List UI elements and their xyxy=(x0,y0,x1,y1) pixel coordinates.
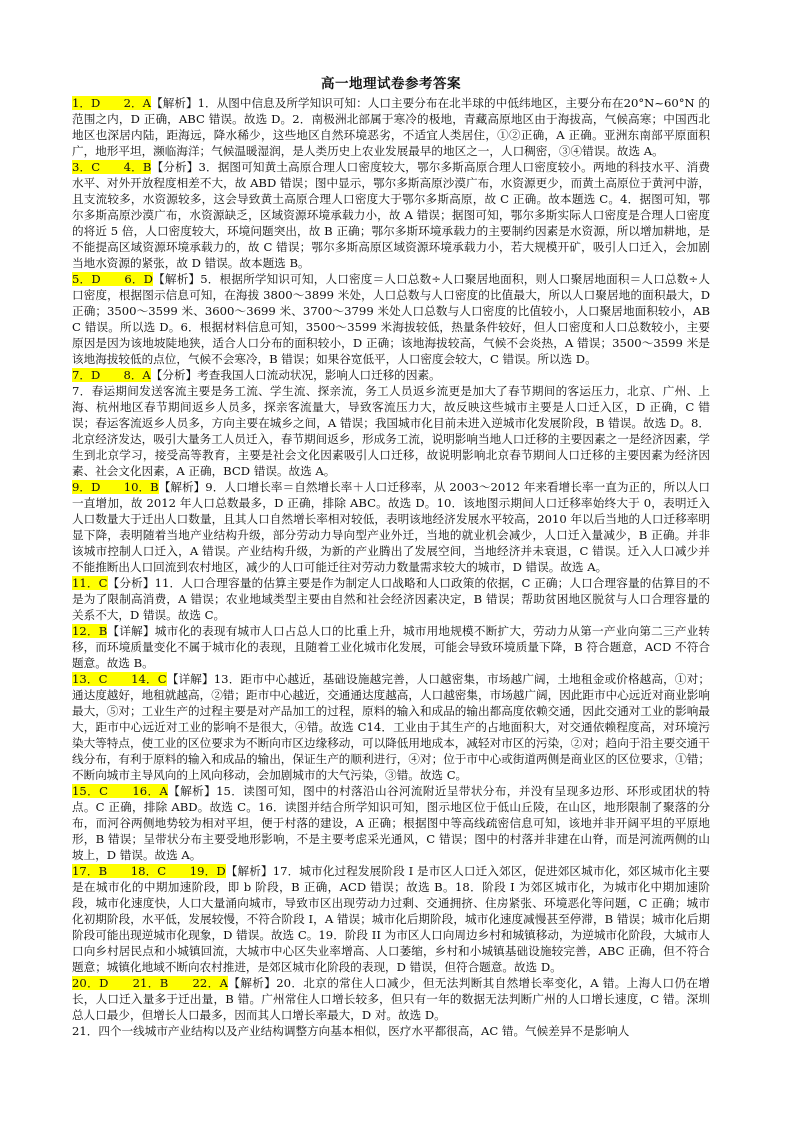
answer-paragraph xyxy=(72,271,710,367)
answer-paragraph xyxy=(72,671,710,783)
answer-explanation-text: 【解析】1．从图中信息及所学知识可知：人口主要分布在北半球的中低纬地区，主要分布在20°N~60°N 的范围之内，D 正确，ABC 错误。故选 D。2．南极洲北部属于寒冷的极地，青藏高原地区由于海拔高，气候高寒；中国西北地区也深居内陆，距海远，降水稀少，这些地区自然环境恶劣，不适宜人类居住，①②正确，A 正确。亚洲东南部平原面积广，地形平坦，濒临海洋；气候温暖湿润，是人类历史上农业发展最早的地区之一，人口稠密，③④错误。故选 A。 xyxy=(72,96,711,158)
answer-paragraph xyxy=(72,783,710,863)
answer-content xyxy=(72,95,710,1039)
answer-explanation-text: 【解析】15．读图可知，图中的村落沿山谷河流附近呈带状分布，并没有呈现多边形、环形或团状的特点。C 正确，排除 ABD。故选 C。16．读图并结合所学知识可知，图示地区位于低山丘陵，在山区，地形限制了聚落的分布，而河谷两侧地势较为相对平坦，便于村落的建设，A 正确；根据图中等高线疏密信息可知，该地并非开阔平坦的平原地形，B 错误；呈带状分布主要受地形影响，不是主要考虑采光通风，C 错误；图中的村落并非建在山脊，而是河流两侧的山坡上，D 错误。故选 A。 xyxy=(72,784,711,862)
answer-key-highlight: 13．C 14．C xyxy=(72,672,167,686)
answer-explanation-text: 【解析】9．人口增长率＝自然增长率＋人口迁移率，从 2003～2012 年来看增长率一直为正的，所以人口一直增加，故 2012 年人口总数最多，D 正确，排除 ABC。故选 D。10．该地图示期间人口迁移率始终大于 0，表明迁入人口数量大于迁出人口数量，且其人口自然增长率相对较低，表明该地经济发展水平较高，2010 年以后当地的人口迁移率明显下降，表明随着当地产业结构升级，部分劳动力导向型产业外迁，当地的就业机会减少，人口迁入量减少，B 正确。并非该城市控制人口迁入，A 错误。产业结构升级，为新的产业腾出了发展空间，当地经济并未衰退，C 错误。迁入人口减少并不能推断出人口回流到农村地区，减少的人口可能迁往对劳动力数量需求较大的城市，D 错误。故选 A。 xyxy=(72,480,710,574)
answer-paragraph xyxy=(72,159,710,271)
answer-key-highlight: 9．D 10．B xyxy=(72,480,159,494)
answer-paragraph xyxy=(72,95,710,159)
answer-explanation-text: 【解析】20．北京的常住人口减少，但无法判断其自然增长率变化，A 错。上海人口仍在增长，人口迁入量多于迁出量，B 错。广州常住人口增长较多，但只有一年的数据无法判断广州的人口增长速度，C 错。深圳总人口最少，但增长人口最多，因而其人口增长率最大，D 对。故选 D。 xyxy=(72,976,710,1022)
answer-key-highlight: 20．D 21．B 22．A xyxy=(72,976,228,990)
answer-explanation-text: 【详解】城市化的表现有城市人口占总人口的比重上升，城市用地规模不断扩大，劳动力从第一产业向第二三产业转移，而环境质量变化不属于城市化的表现，且随着工业化城市化发展，可能会导致环境质量下降，B 符合题意，ACD 不符合题意。故选 B。 xyxy=(72,624,710,670)
answer-explanation-text: 【解析】5．根据所学知识可知，人口密度＝人口总数÷人口聚居地面积，则人口聚居地面积＝人口总数÷人口密度，根据图示信息可知，在海拔 3800～3899 米处，人口总数与人口密度的比值最大，所以人口聚居地的面积最大，D 正确；3500～3599 米、3600～3699 米、3700～3799 米处人口总数与人口密度的比值较小，人口聚居地面积较小，ABC 错误。所以选 D。6．根据材料信息可知，3500～3599 米海拔较低，热量条件较好，但人口密度和人口总数较小，主要原因是因为该地坡陡地狭，适合人口分布的面积较小，D 正确；该地海拔较高，气候不会炎热，A 错误；3500～3599 米是该地海拔较低的点位，气候不会寒冷，B 错误；如果谷宽低平，人口密度会较大，C 错误。所以选 D。 xyxy=(72,272,711,366)
answer-paragraph xyxy=(72,863,710,975)
answer-key-highlight: 12．B xyxy=(72,624,108,638)
answer-key-highlight: 11．C xyxy=(72,576,108,590)
answer-explanation-text: 【解析】17．城市化过程发展阶段 I 是市区人口迁入郊区，促进郊区城市化，郊区城市化主要是在城市化的中期加速阶段，即 b 阶段，B 正确，ACD 错误；故选 B。18．阶段 I 为郊区城市化，为城市化中期加速阶段，城市化速度快，人口大量涌向城市，导致市区出现劳动力过剩、交通拥挤、住房紧张、环境恶化等问题，C 正确；城市化初期阶段，水平低，发展较慢，不符合阶段 I，A 错误；城市化后期阶段，城市化速度减慢甚至停滞，B 错误；城市化后期阶段可能出现逆城市化现象，D 错误。故选 C。19．阶段 II 为市区人口向周边乡村和城镇移动，为逆城市化阶段，大城市人口向乡村居民点和小城镇回流，大城市中心区失业率增高、人口萎缩，乡村和小城镇基础设施较完善，ABC 正确，但不符合题意；城镇化地域不断向农村推进，是郊区城市化阶段的表现，D 错误，但符合题意。故选 D。 xyxy=(72,864,710,974)
answer-explanation-text: 【分析】3．据图可知黄土高原合理人口密度较大，鄂尔多斯高原合理人口密度较小。两地的科技水平、消费水平、对外开放程度相差不大，故 ABD 错误；图中显示，鄂尔多斯高原沙漠广布，水资源更少，而黄土高原位于黄河中游，且支流较多，水资源较多，这会导致黄土高原合理人口密度大于鄂尔多斯高原，故 C 正确。故本题选 C。4．据图可知，鄂尔多斯高原沙漠广布，水资源缺乏，区域资源环境承载力小，故 A 错误；据图可知，鄂尔多斯实际人口密度是合理人口密度的将近 5 倍，人口密度较大，环境问题突出，故 B 正确；鄂尔多斯环境承载力的主要制约因素是水资源，所以增加耕地，是不能提高区域资源环境承载力的，故 C 错误；鄂尔多斯高原区域资源环境承载力小，若大规模开矿，吸引人口迁入，会加剧当地水资源的紧张，故 D 错误。故本题选 B。 xyxy=(72,160,710,270)
page-title: 高一地理试卷参考答案 xyxy=(321,76,461,92)
answer-explanation-text: 【详解】13．距市中心越近，基础设施越完善，人口越密集，市场越广阔，土地租金或价格越高，①对；通达度越好，地租就越高，②错；距市中心越近，交通通达度越高，人口越密集，市场越广阔，因此距市中心远近对商业影响最大，⑤对；工业生产的过程主要是对产品加工的过程，原料的输入和成品的输出都高度依赖交通，因此交通对工业的影响最大，距市中心远近对工业的影响不是很大，④错。故选 C14．工业由于其生产的占地面积大，对交通依赖程度高，对环境污染大等特点，使工业的区位要求为不断向市区边缘移动，可以降低用地成本，减轻对市区的污染，②对；趋向于沿主要交通干线分布，有利于原料的输入和成品的输出，保证生产的顺利进行，④对；位于市中心或街道两侧是商业区的区位要求，①错；不断向城市主导风向的上风向移动，会加剧城市的大气污染，③错。故选 C。 xyxy=(72,672,710,782)
answer-explanation-text: 21．四个一线城市产业结构以及产业结构调整方向基本相似，医疗水平都很高，AC 错。气候差异不是影响人 xyxy=(72,1024,630,1038)
answer-paragraph xyxy=(72,575,710,623)
answer-paragraph xyxy=(72,1023,710,1039)
answer-key-highlight: 15．C 16．A xyxy=(72,784,168,798)
answer-key-highlight: 5．D 6．D xyxy=(72,272,153,286)
answer-explanation-text: 7．春运期间发送客流主要是务工流、学生流、探亲流，务工人员返乡流更是加大了春节期间的客运压力，北京、广州、上海、杭州地区春节期间返乡人员多，探亲客流量大，导致客流压力大，故反映这些城市主要是人口迁入区，D 正确，C 错误；春运客流返乡人员多，方向主要在城乡之间，A 错误；我国城市化目前未进入逆城市化发展阶段，B 错误。故选 D。8．北京经济发达，吸引大量务工人员迁入，春节期间返乡，形成务工流，说明影响当地人口迁移的主要因素之一是经济因素，学生到北京学习，接受高等教育，主要是社会文化因素吸引人口迁移，故说明影响北京春节期间人口迁移的主要因素为经济因素、社会文化因素，A 正确，BCD 错误。故选 A。 xyxy=(72,384,710,478)
answer-explanation-text: 【分析】考查我国人口流动状况，影响人口迁移的因素。 xyxy=(150,368,441,382)
answer-paragraph xyxy=(72,383,710,479)
answer-key-highlight: 1．D 2．A xyxy=(72,96,152,110)
answer-key-highlight: 17．B 18．C 19．D xyxy=(72,864,226,878)
answer-key-highlight: 7．D 8．A xyxy=(72,368,151,382)
answer-paragraph xyxy=(72,479,710,575)
answer-explanation-text: 【分析】11．人口合理容量的估算主要是作为制定人口战略和人口政策的依据，C 正确；人口合理容量的估算目的不是为了限制高消费，A 错误；农业地域类型主要由自然和社会经济因素决定，B 错误；帮助贫困地区脱贫与人口合理容量的关系不大，D 错误。故选 C。 xyxy=(72,576,711,622)
answer-key-highlight: 3．C 4．B xyxy=(72,160,152,174)
answer-paragraph xyxy=(72,367,710,383)
answer-paragraph xyxy=(72,975,710,1023)
answer-paragraph xyxy=(72,623,710,671)
